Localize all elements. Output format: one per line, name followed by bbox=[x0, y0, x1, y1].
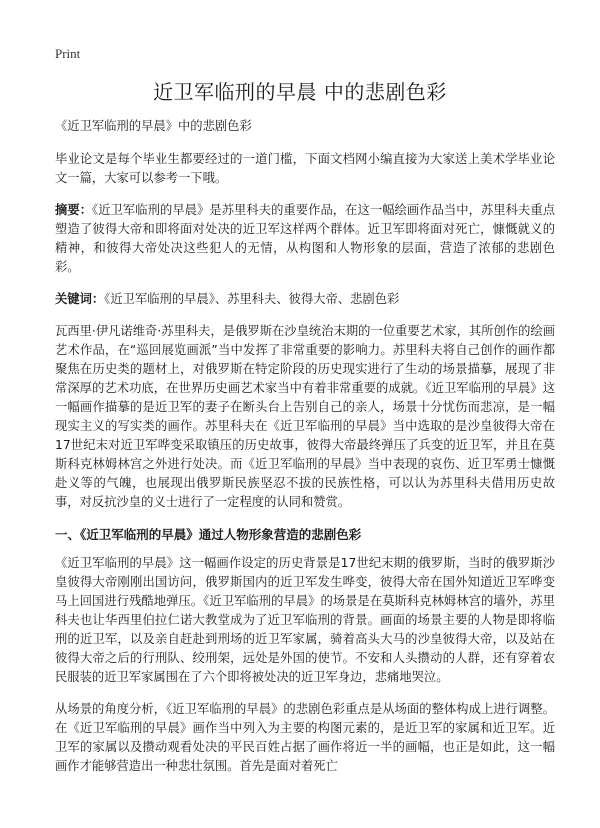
article-body bbox=[55, 117, 555, 789]
article-subtitle: 《近卫军临刑的早晨》中的悲剧色彩 bbox=[55, 119, 252, 133]
abstract-text: 《近卫军临刑的早晨》是苏里科夫的重要作品，在这一幅绘画作品当中，苏里科夫重点塑造了彼得大帝和即将面对处决的近卫军这样两个群体。近卫军即将面对死亡，慷慨就义的精神，和彼得大帝处决这些犯人的无情，从构图和人物形象的层面，营造了浓郁的悲剧色彩。 bbox=[55, 203, 555, 274]
keywords-paragraph bbox=[55, 290, 555, 309]
print-label: Print bbox=[55, 46, 81, 61]
body-paragraph-3: 从场景的角度分析，《近卫军临刑的早晨》的悲剧色彩重点是从场面的整体构成上进行调整。在《近卫军临刑的早晨》画作当中列入为主要的构图元素的，是近卫军的家属和近卫军。近卫军的家属以及攒动观看处决的平民百姓占据了画作将近一半的画幅，也正是如此，这一幅画作才能够营造出一种悲壮氛围。首先是面对着死亡 bbox=[55, 702, 555, 773]
keywords-text: 《近卫军临刑的早晨》、苏里科夫、彼得大帝、悲剧色彩 bbox=[104, 292, 400, 306]
body-paragraph-2: 《近卫军临刑的早晨》这一幅画作设定的历史背景是17世纪末期的俄罗斯，当时的俄罗斯沙皇彼得大帝刚刚出国访问，俄罗斯国内的近卫军发生哗变，彼得大帝在国外知道近卫军哗变马上回国进行残酷地弹压。《近卫军临刑的早晨》的场景是在莫斯科克林姆林宫的墙外，苏里科夫也让华西里伯拉仁诺大教堂成为了近卫军临刑的背景。画面的场景主要的人物是即将临刑的近卫军，以及亲自赶赴到刑场的近卫军家属，骑着高头大马的沙皇彼得大帝，以及站在彼得大帝之后的行刑队、绞刑架，远处是外国的使节。不安和人头攒动的人群，还有穿着农民服装的近卫军家属围在了六个即将被处决的近卫军身边，悲痛地哭泣。 bbox=[55, 556, 555, 684]
page-title: 近卫军临刑的早晨 中的悲剧色彩 bbox=[153, 80, 447, 104]
intro-paragraph: 毕业论文是每个毕业生都要经过的一道门槛，下面文档网小编直接为大家送上美术学毕业论文一篇，大家可以参考一下哦。 bbox=[55, 152, 555, 185]
abstract-paragraph bbox=[55, 201, 555, 277]
section-heading-1: 一、《近卫军临刑的早晨》通过人物形象营造的悲剧色彩 bbox=[55, 527, 362, 542]
keywords-label: 关键词： bbox=[55, 292, 105, 306]
abstract-label: 摘要： bbox=[55, 203, 93, 217]
body-paragraph-1: 瓦西里·伊凡诺维奇·苏里科夫，是俄罗斯在沙皇统治末期的一位重要艺术家，其所创作的绘画艺术作品，在“巡回展览画派”当中发挥了非常重要的影响力。苏里科夫将自己创作的画作都聚焦在历史类的题材上，对俄罗斯在特定阶段的历史现实进行了生动的场景描摹，展现了非常深厚的艺术功底，在世界历史画艺术家当中有着非常重要的成就。《近卫军临刑的早晨》这一幅画作描摹的是近卫军的妻子在断头台上告别自己的亲人，场景十分忧伤而悲凉，是一幅现实主义的写实类的画作。苏里科夫在《近卫军临刑的早晨》当中选取的是沙皇彼得大帝在17世纪末对近卫军哗变采取镇压的历史故事，彼得大帝最终弹压了兵变的近卫军，并且在莫斯科克林姆林宫之外进行处决。而《近卫军临刑的早晨》当中表现的哀伤、近卫军勇士慷慨赴义等的气魄，也展现出俄罗斯民族坚忍不拔的民族性格，可以认为苏里科夫借用历史故事，对反抗沙皇的义士进行了一定程度的认同和赞赏。 bbox=[55, 324, 555, 509]
